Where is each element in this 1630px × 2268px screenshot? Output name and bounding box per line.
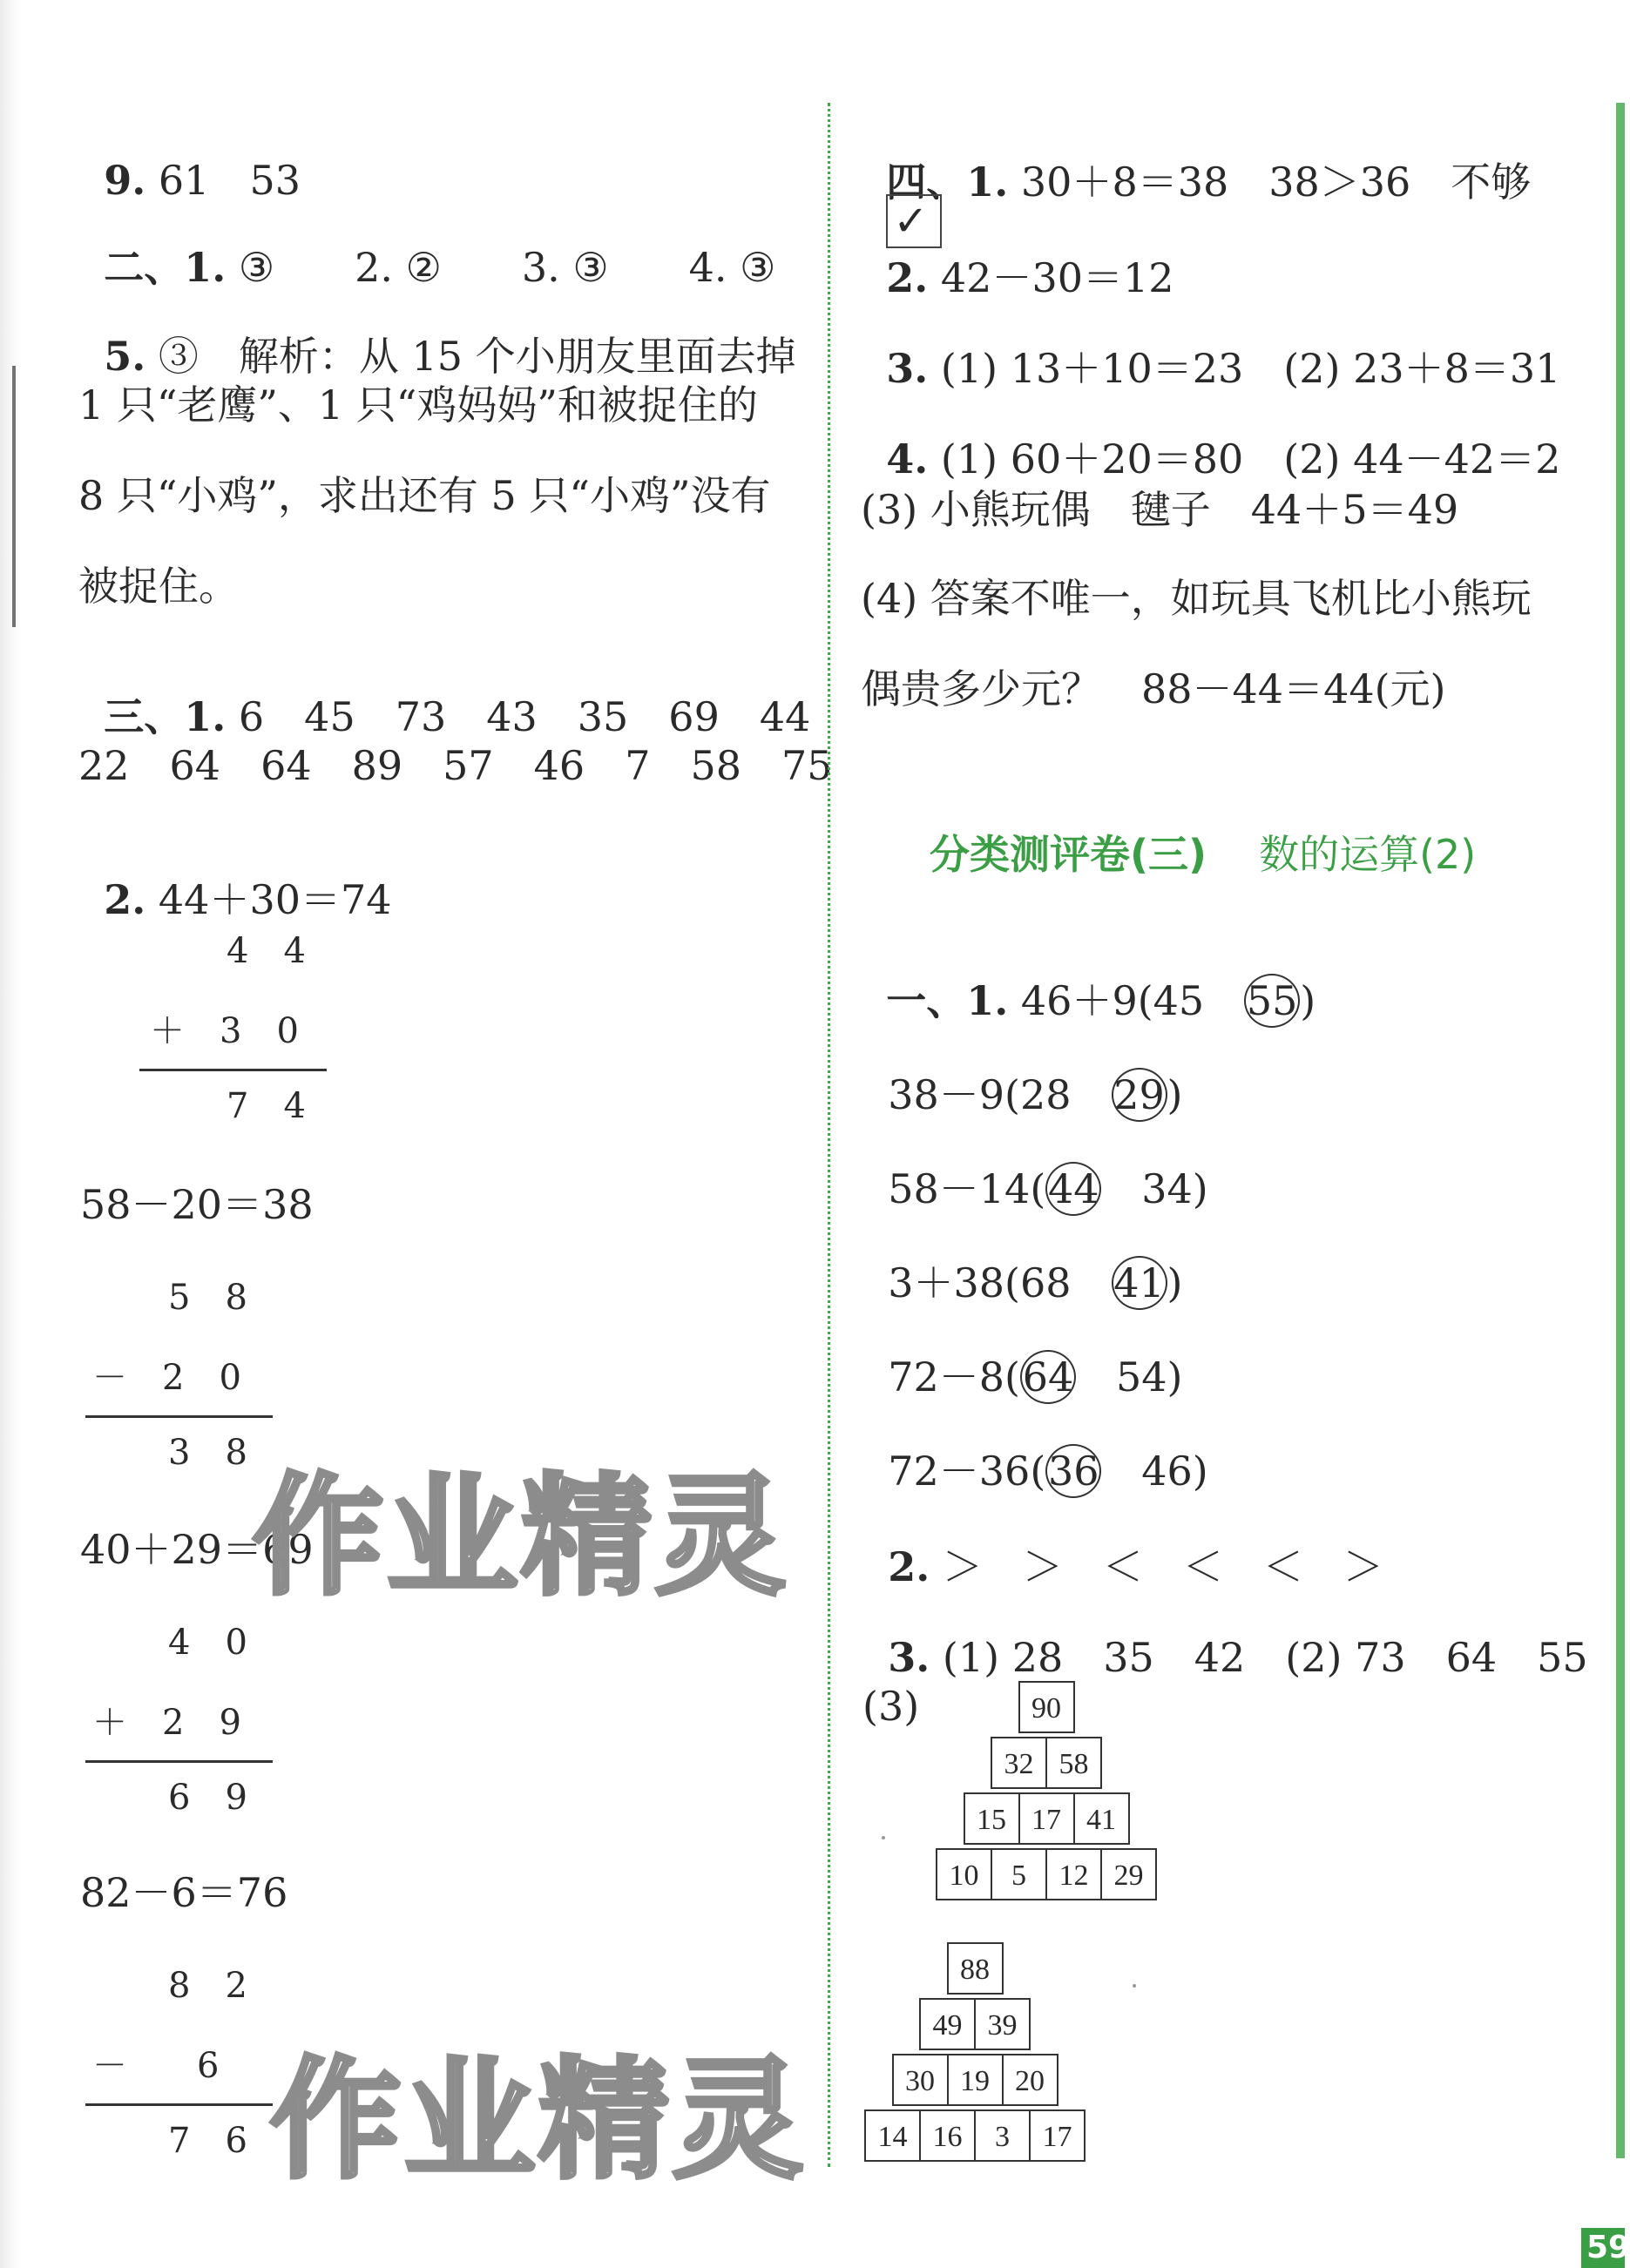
- section-title: 分类测评卷(三) 数的运算(2): [930, 831, 1477, 878]
- pyramid-cell: 49: [919, 1998, 976, 2050]
- circled-answer: 55: [1244, 974, 1300, 1028]
- pyramid-cell: 10: [936, 1848, 992, 1900]
- column-separator: [828, 103, 830, 2167]
- pyramid-cell: 58: [1045, 1737, 1102, 1789]
- sec3-q1-line2: 22 64 64 89 57 46 7 58 75: [78, 742, 833, 789]
- q9-answer: 9. 61 53: [104, 157, 301, 204]
- pyramid-cell: 88: [947, 1942, 1004, 1995]
- pyramid-cell: 17: [1029, 2109, 1086, 2162]
- pyramid-cell: 3: [974, 2109, 1031, 2162]
- s3-q1-row1: 一、1. 46＋9(45 55): [861, 941, 1315, 1028]
- page-edge-shadow: [0, 0, 23, 2268]
- sec3-q2-eq1: 2. 44＋30＝74: [104, 876, 392, 923]
- pyramid-cell: 17: [1018, 1792, 1075, 1845]
- pyramid-cell: 41: [1073, 1792, 1130, 1845]
- vcalc-top: 4 4: [227, 931, 306, 971]
- vcalc-top: 4 0: [168, 1623, 247, 1663]
- vcalc-mid: － 2 0: [92, 1358, 241, 1398]
- sec3-q2-eq4: 82－6＝76: [80, 1869, 288, 1916]
- pyramid-cell: 16: [919, 2109, 976, 2162]
- vcalc-bot: 6 9: [168, 1778, 247, 1818]
- pyramid-cell: 14: [864, 2109, 921, 2162]
- right-margin-bar: [1616, 103, 1625, 2158]
- sec4-q3-answer: 3. (1) 13＋10＝23 (2) 23＋8＝31: [886, 345, 1561, 392]
- vcalc-mid: － 6: [92, 2046, 220, 2086]
- number-pyramid-1: [936, 1681, 1162, 1904]
- s3-q3-answer: 3. (1) 28 35 42 (2) 73 64 55: [888, 1634, 1588, 1681]
- pyramid-cell: 20: [1002, 2054, 1058, 2106]
- pyramid-cell: 19: [947, 2054, 1004, 2106]
- s3-q1-row4: 3＋38(68 41): [862, 1223, 1182, 1310]
- sec3-q2-eq3: 40＋29＝69: [80, 1526, 314, 1573]
- pyramid-cell: 12: [1045, 1848, 1102, 1900]
- sec3-q2-eq2: 58－20＝38: [80, 1181, 314, 1228]
- sec4-q1-answer: 四、1. 30＋8＝38 38＞36 不够 ✓: [861, 122, 1531, 248]
- circled-answer: 29: [1112, 1068, 1167, 1122]
- s3-q1-row2: 38－9(28 29): [862, 1035, 1182, 1122]
- pyramid-cell: 29: [1100, 1848, 1157, 1900]
- sec2-q5-line1: 5. ③ 解析：从 15 个小朋友里面去掉: [104, 333, 796, 380]
- circled-answer: 64: [1020, 1350, 1076, 1404]
- pyramid-cell: 15: [964, 1792, 1020, 1845]
- vcalc-rule: [85, 1415, 273, 1418]
- vcalc-bot: 7 6: [168, 2121, 247, 2161]
- vcalc-rule: [85, 1760, 273, 1763]
- sec2-q5-line2: 1 只“老鹰”、1 只“鸡妈妈”和被捉住的: [78, 381, 758, 429]
- s3-q1-row3: 58－14(44 34): [862, 1129, 1208, 1216]
- s3-q2-answer: 2. ＞ ＞ ＜ ＜ ＜ ＞: [888, 1543, 1383, 1590]
- pyramid-cell: 39: [974, 1998, 1031, 2050]
- sec4-q4-line2: (3) 小熊玩偶 毽子 44＋5＝49: [861, 486, 1459, 533]
- s3-q3-part3-label: (3): [862, 1683, 920, 1730]
- vcalc-mid: ＋ 3 0: [150, 1011, 299, 1051]
- sec2-q5-line4: 被捉住。: [78, 563, 239, 610]
- sec2-q1-4-answers: 二、1. ③ 2. ② 3. ③ 4. ③: [104, 244, 776, 291]
- speck: [1133, 1984, 1136, 1988]
- vcalc-rule: [85, 2103, 273, 2106]
- s3-q1-row6: 72－36(36 46): [862, 1411, 1208, 1498]
- check-icon: ✓: [893, 197, 929, 246]
- sec3-q1-line1: 三、1. 6 45 73 43 35 69 44: [104, 693, 811, 740]
- pyramid-cell: 90: [1018, 1681, 1075, 1733]
- vcalc-bot: 7 4: [227, 1086, 306, 1126]
- sec2-q5-line3: 8 只“小鸡”，求出还有 5 只“小鸡”没有: [78, 472, 771, 519]
- vcalc-bot: 3 8: [168, 1433, 247, 1473]
- sec4-q2-answer: 2. 42－30＝12: [886, 254, 1174, 301]
- pyramid-cell: 32: [991, 1737, 1047, 1789]
- sec4-q4-line3: (4) 答案不唯一，如玩具飞机比小熊玩: [861, 575, 1532, 622]
- sec4-q4-line1: 4. (1) 60＋20＝80 (2) 44－42＝2: [886, 435, 1561, 483]
- circled-answer: 36: [1045, 1444, 1101, 1498]
- vcalc-rule: [139, 1069, 327, 1071]
- speck: [882, 1836, 885, 1839]
- pyramid-cell: 5: [991, 1848, 1047, 1900]
- s3-q1-row5: 72－8(64 54): [862, 1317, 1182, 1404]
- page-number: 59: [1581, 2228, 1625, 2268]
- vcalc-mid: ＋ 2 9: [92, 1703, 241, 1743]
- pyramid-cell: 30: [892, 2054, 949, 2106]
- vcalc-top: 8 2: [168, 1966, 247, 2006]
- sec4-q4-line4: 偶贵多少元？ 88－44＝44(元): [861, 665, 1446, 712]
- vcalc-top: 5 8: [168, 1278, 247, 1318]
- watermark-1: 作业精灵: [253, 1461, 790, 1613]
- circled-answer: 44: [1045, 1162, 1101, 1216]
- circled-answer: 41: [1112, 1256, 1167, 1310]
- watermark-2: 作业精灵: [270, 2045, 808, 2197]
- number-pyramid-2: [864, 1942, 1091, 2165]
